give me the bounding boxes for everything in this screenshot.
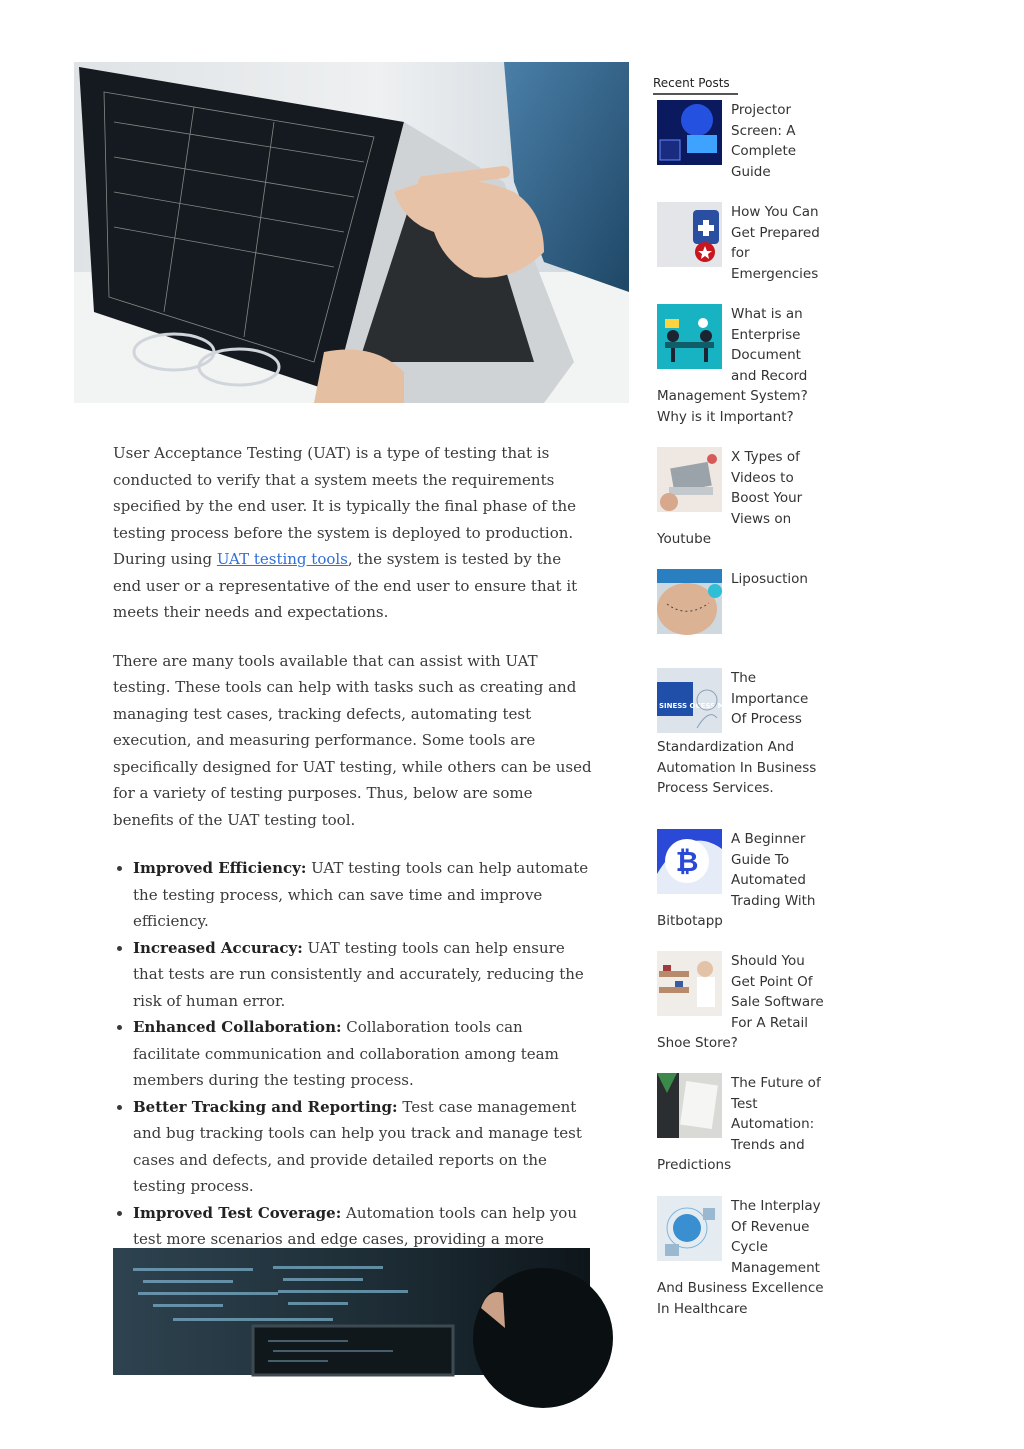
benefit-label: Improved Test Coverage:	[133, 1203, 342, 1222]
post-thumbnail[interactable]	[657, 1073, 722, 1138]
recent-post-item[interactable]	[657, 951, 825, 1054]
post-thumbnail[interactable]	[657, 569, 722, 634]
recent-post-item[interactable]	[657, 569, 825, 638]
benefit-label: Improved Efficiency:	[133, 859, 307, 877]
bitcoin-icon: ₿	[675, 845, 699, 878]
post-thumbnail[interactable]	[657, 304, 722, 369]
benefit-label: Better Tracking and Reporting:	[133, 1097, 398, 1116]
post-thumbnail[interactable]	[657, 447, 722, 512]
code-monitor-image	[113, 1248, 590, 1375]
recent-posts-sidebar	[653, 72, 828, 1317]
post-thumbnail[interactable]	[657, 668, 749, 733]
post-title[interactable]: The Interplay Of Revenue Cycle Management And Business Excellence In Healthcare	[657, 1198, 824, 1317]
benefit-text: Test case management and bug tracking tools can help you track and manage test cases and defects, and provide detailed reports on the testing process.	[133, 1097, 582, 1195]
benefit-text: UAT testing tools can help automate the testing process, which can save time and improve efficiency.	[133, 859, 589, 930]
thumbnail-caption: SINESS OCESS MATION	[659, 702, 749, 710]
benefit-text: Collaboration tools can facilitate communication and collaboration among team members during the testing process.	[133, 1018, 559, 1089]
intro-text-start: User Acceptance Testing (UAT) is a type of testing that is conducted to verify that a system meets the requirements specified by the end user. It is typically the final phase of the testing process before the system is deployed to production. During using	[113, 444, 577, 568]
post-title[interactable]: The Future of Test Automation: Trends and Predictions	[657, 1075, 821, 1173]
intro-text-end: , the system is tested by the end user or a representative of the end user to ensure that it meets their needs and expectations.	[113, 550, 578, 621]
post-title[interactable]: Projector Screen: A Complete Guide	[731, 102, 797, 180]
recent-post-item[interactable]	[657, 1073, 825, 1176]
benefit-label: Enhanced Collaboration:	[133, 1018, 342, 1036]
post-title[interactable]: How You Can Get Prepared for Emergencies	[731, 204, 820, 282]
benefit-item	[133, 935, 593, 1015]
post-thumbnail[interactable]	[657, 202, 722, 267]
benefit-text: Automation tools can help you test more scenarios and edge cases, providing a more	[133, 1203, 578, 1248]
recent-post-item[interactable]	[657, 202, 825, 284]
recent-post-item[interactable]	[657, 668, 825, 799]
benefit-label: Increased Accuracy:	[133, 938, 303, 957]
post-thumbnail[interactable]	[657, 1196, 722, 1261]
intro-paragraph	[113, 440, 593, 626]
recent-posts-heading: Recent Posts	[653, 76, 738, 95]
recent-post-item[interactable]	[657, 447, 825, 550]
post-title[interactable]: A Beginner Guide To Automated Trading With Bitbotapp	[657, 831, 816, 929]
post-title[interactable]: The Importance Of Process Standardization And Automation In Business Process Services.	[657, 670, 817, 796]
uat-testing-tools-link[interactable]: UAT testing tools	[216, 550, 348, 568]
post-title[interactable]: Liposuction	[731, 571, 808, 587]
post-title[interactable]: What is an Enterprise Document and Record Management System? Why is it Important?	[657, 306, 808, 425]
benefit-item	[133, 1094, 593, 1200]
recent-post-item[interactable]	[657, 829, 825, 932]
benefit-text: UAT testing tools can help ensure that tests are run consistently and accurately, reducing the risk of human error.	[133, 938, 584, 1010]
post-thumbnail[interactable]	[657, 951, 722, 1016]
recent-post-item[interactable]	[657, 1196, 825, 1319]
benefit-item	[133, 855, 593, 935]
recent-post-item[interactable]	[657, 100, 825, 182]
recent-post-item[interactable]	[657, 304, 825, 427]
post-thumbnail[interactable]	[657, 829, 722, 894]
post-thumbnail[interactable]	[657, 100, 722, 165]
article-body	[113, 440, 593, 1359]
benefit-item	[133, 1014, 593, 1094]
hero-image	[74, 62, 629, 403]
tools-paragraph: There are many tools available that can assist with UAT testing. These tools can help with tasks such as creating and managing test cases, tracking defects, automating test execution, and measuring performance. Some tools are specifically designed for UAT testing, while others can be used for a variety of testing purposes. Thus, below are some benefits of the UAT testing tool.	[113, 651, 592, 829]
post-title[interactable]: X Types of Videos to Boost Your Views on Youtube	[657, 449, 803, 547]
post-title[interactable]: Should You Get Point Of Sale Software For A Retail Shoe Store?	[657, 953, 824, 1051]
